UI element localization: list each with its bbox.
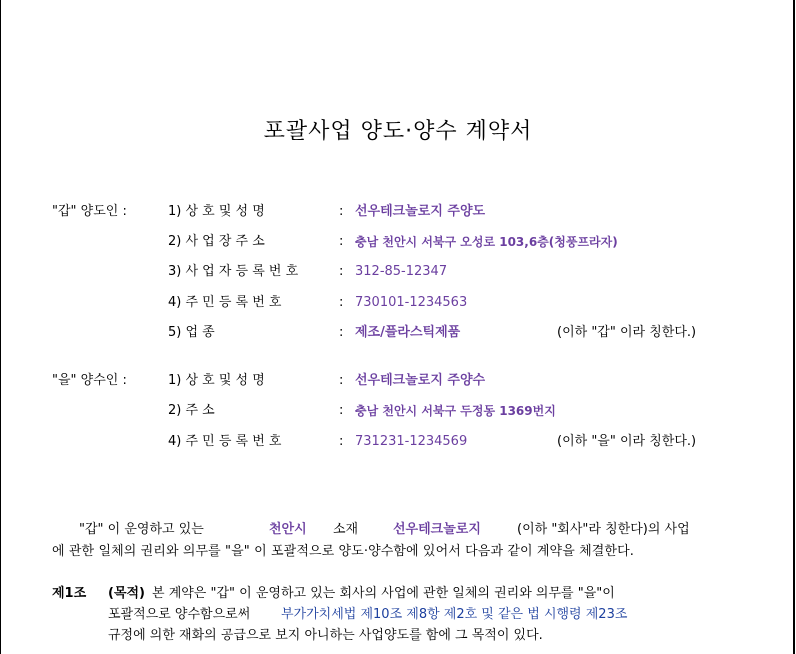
article1-law-reference: 부가가치세법 제10조 제8항 제2호 및 같은 법 시행령 제23조 [281, 607, 628, 622]
party-b-label-address: 2) 주 소 [168, 403, 215, 418]
party-b-role: "을" 양수인 : [52, 373, 127, 388]
intro-part2: 소재 [333, 522, 359, 537]
party-a-colon: : [339, 264, 344, 279]
article1-line2a: 포괄적으로 양수함으로써 [108, 607, 251, 622]
party-b-label-name: 1) 상 호 및 성 명 [168, 373, 265, 388]
article1-line1: 본 계약은 "갑" 이 운영하고 있는 회사의 사업에 관한 일체의 권리와 의무를 "을"이 [152, 586, 615, 601]
party-a-value-idno: 730101-1234563 [355, 295, 468, 310]
party-a-label-industry: 5) 업 종 [168, 325, 215, 340]
article1-number: 제1조 [52, 586, 87, 601]
article1-heading: (목적) [108, 586, 145, 601]
intro-line2: 에 관한 일체의 권리와 의무를 "을" 이 포괄적으로 양도·양수함에 있어서 다음과 같이 계약을 체결한다. [52, 544, 634, 559]
article1-line3: 규정에 의한 재화의 공급으로 보지 아니하는 사업양도를 함에 그 목적이 있다. [108, 628, 543, 643]
intro-city: 천안시 [269, 522, 307, 537]
party-a-colon: : [339, 204, 344, 219]
party-a-value-address: 충남 천안시 서북구 오성로 103,6층(청풍프라자) [355, 235, 618, 249]
party-a-label-bizno: 3) 사 업 자 등 록 번 호 [168, 264, 299, 279]
party-b-value-name: 선우테크놀로지 주양수 [355, 373, 486, 388]
document-title: 포괄사업 양도·양수 계약서 [263, 119, 533, 144]
party-b-colon: : [339, 434, 344, 449]
party-a-label-address: 2) 사 업 장 주 소 [168, 234, 265, 249]
party-b-note: (이하 "을" 이라 칭한다.) [557, 434, 697, 449]
party-a-value-industry: 제조/플라스틱제품 [355, 325, 461, 340]
party-b-colon: : [339, 403, 344, 418]
party-a-label-idno: 4) 주 민 등 록 번 호 [168, 295, 282, 310]
party-a-colon: : [339, 325, 344, 340]
party-a-colon: : [339, 234, 344, 249]
intro-part3: (이하 "회사"라 칭한다)의 사업 [517, 522, 690, 537]
party-a-value-bizno: 312-85-12347 [355, 264, 448, 279]
party-a-role: "갑" 양도인 : [52, 204, 127, 219]
party-a-label-name: 1) 상 호 및 성 명 [168, 204, 265, 219]
party-a-value-name: 선우테크놀로지 주양도 [355, 204, 486, 219]
party-b-label-idno: 4) 주 민 등 록 번 호 [168, 434, 282, 449]
party-b-value-idno: 731231-1234569 [355, 434, 468, 449]
party-b-colon: : [339, 373, 344, 388]
party-a-colon: : [339, 295, 344, 310]
intro-part1: "갑" 이 운영하고 있는 [79, 522, 204, 537]
intro-company: 선우테크놀로지 [393, 522, 481, 537]
party-a-note: (이하 "갑" 이라 칭한다.) [557, 325, 697, 340]
party-b-value-address: 충남 천안시 서북구 두정동 1369번지 [355, 404, 556, 418]
